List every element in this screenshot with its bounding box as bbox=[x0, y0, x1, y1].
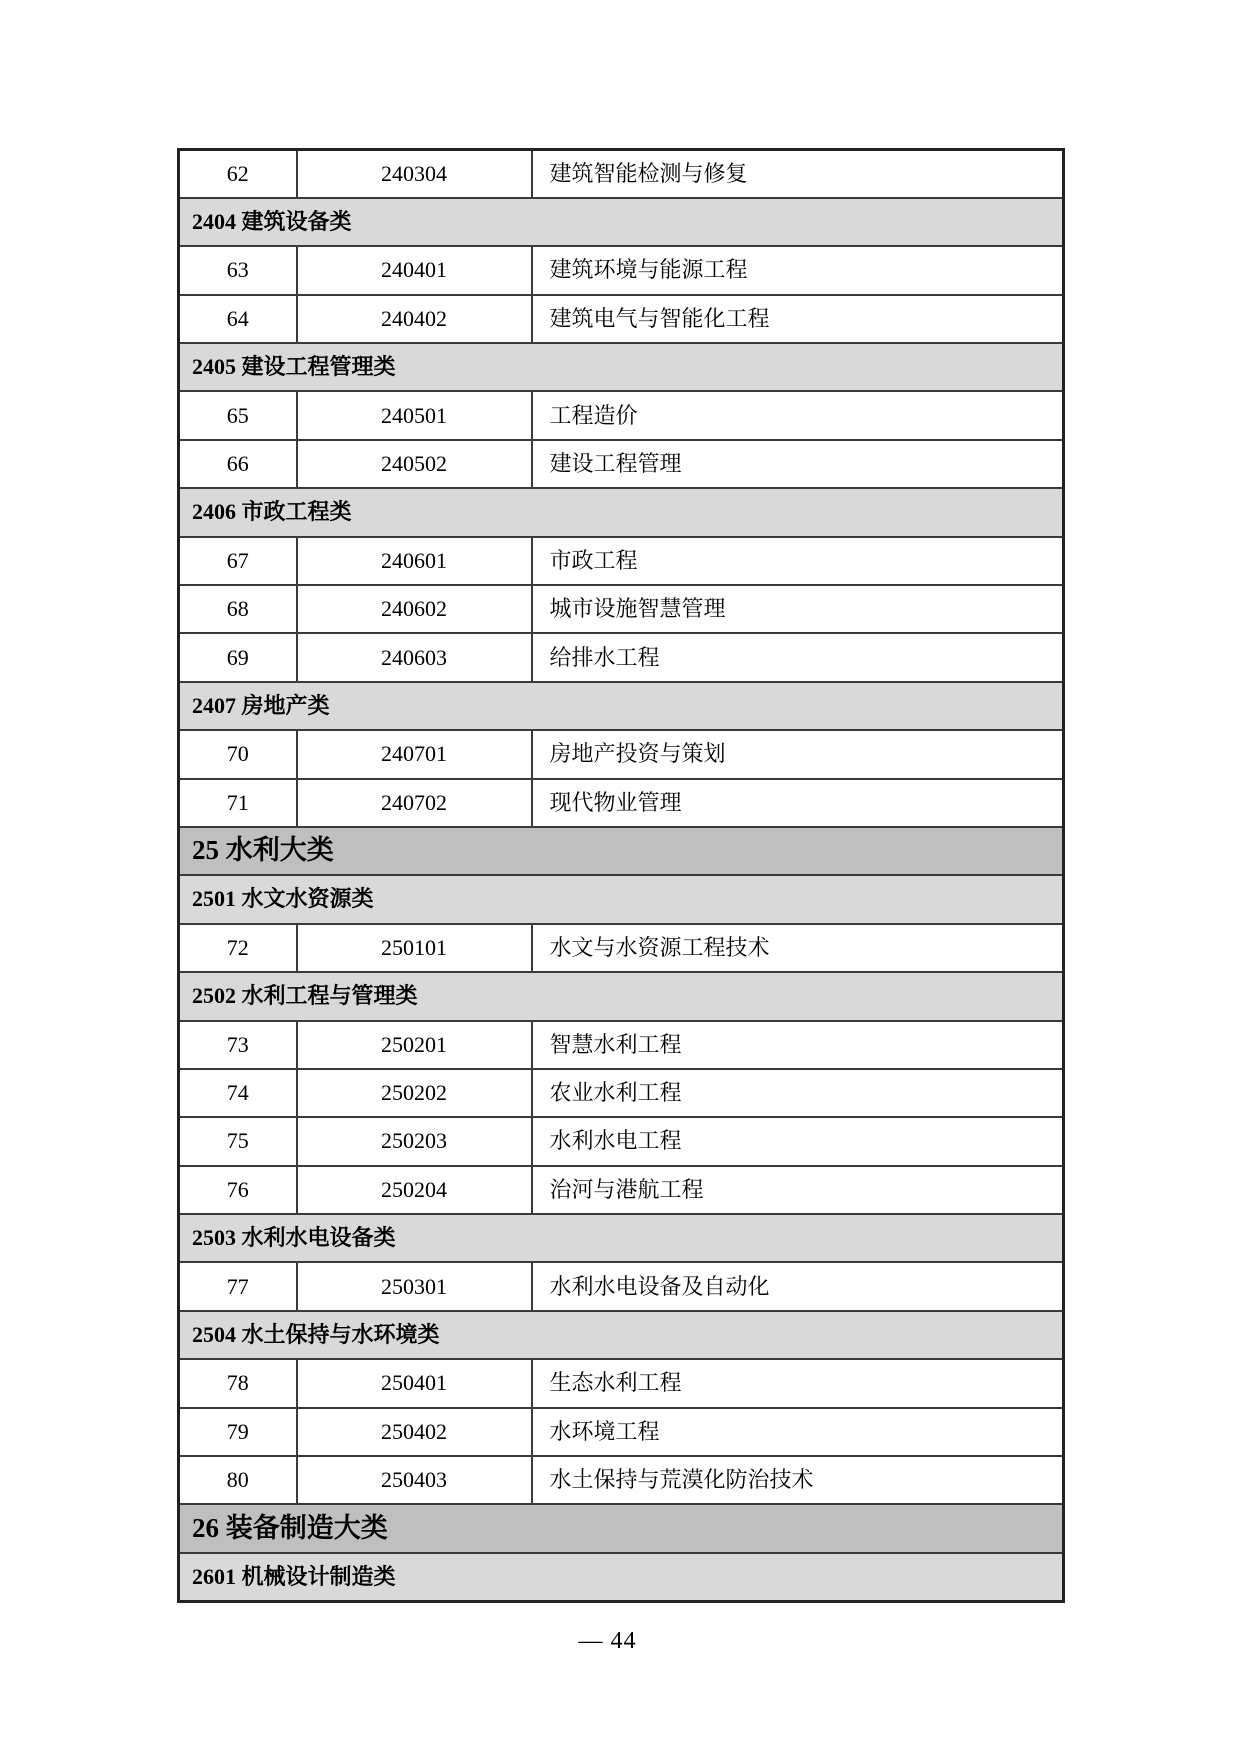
major-row bbox=[179, 391, 1064, 439]
subcategory-row bbox=[179, 682, 1064, 730]
major-name-cell: 城市设施智慧管理 bbox=[532, 585, 1064, 633]
major-code-cell: 250403 bbox=[297, 1456, 532, 1504]
major-row bbox=[179, 1408, 1064, 1456]
major-name-cell: 建筑环境与能源工程 bbox=[532, 246, 1064, 294]
subcategory-row bbox=[179, 343, 1064, 391]
subcategory-row bbox=[179, 1311, 1064, 1359]
major-name-cell: 水环境工程 bbox=[532, 1408, 1064, 1456]
major-name-cell: 房地产投资与策划 bbox=[532, 730, 1064, 778]
subcategory-label-cell: 2407 房地产类 bbox=[179, 682, 1064, 730]
major-name-cell: 工程造价 bbox=[532, 391, 1064, 439]
major-code-cell: 240702 bbox=[297, 779, 532, 827]
seq-number-cell: 62 bbox=[179, 150, 297, 198]
major-category-row bbox=[179, 827, 1064, 875]
major-code-cell: 250204 bbox=[297, 1166, 532, 1214]
subcategory-row bbox=[179, 875, 1064, 923]
major-row bbox=[179, 1359, 1064, 1407]
major-name-cell: 农业水利工程 bbox=[532, 1069, 1064, 1117]
subcategory-label-cell: 2405 建设工程管理类 bbox=[179, 343, 1064, 391]
seq-number-cell: 76 bbox=[179, 1166, 297, 1214]
major-code-cell: 240402 bbox=[297, 295, 532, 343]
seq-number-cell: 74 bbox=[179, 1069, 297, 1117]
seq-number-cell: 80 bbox=[179, 1456, 297, 1504]
major-code-cell: 240401 bbox=[297, 246, 532, 294]
major-code-cell: 250202 bbox=[297, 1069, 532, 1117]
major-code-cell: 240502 bbox=[297, 440, 532, 488]
major-row bbox=[179, 730, 1064, 778]
seq-number-cell: 67 bbox=[179, 537, 297, 585]
major-code-cell: 240501 bbox=[297, 391, 532, 439]
subcategory-row bbox=[179, 1553, 1064, 1601]
major-code-cell: 240602 bbox=[297, 585, 532, 633]
major-name-cell: 智慧水利工程 bbox=[532, 1021, 1064, 1069]
major-name-cell: 水利水电设备及自动化 bbox=[532, 1262, 1064, 1310]
major-row bbox=[179, 1021, 1064, 1069]
major-name-cell: 生态水利工程 bbox=[532, 1359, 1064, 1407]
major-row bbox=[179, 1069, 1064, 1117]
subcategory-label-cell: 2601 机械设计制造类 bbox=[179, 1553, 1064, 1601]
subcategory-label-cell: 2503 水利水电设备类 bbox=[179, 1214, 1064, 1262]
major-row bbox=[179, 1262, 1064, 1310]
page-footer bbox=[0, 1628, 1215, 1655]
major-code-cell: 240304 bbox=[297, 150, 532, 198]
major-code-cell: 250401 bbox=[297, 1359, 532, 1407]
major-name-cell: 建筑电气与智能化工程 bbox=[532, 295, 1064, 343]
major-row bbox=[179, 440, 1064, 488]
seq-number-cell: 79 bbox=[179, 1408, 297, 1456]
seq-number-cell: 64 bbox=[179, 295, 297, 343]
major-row bbox=[179, 150, 1064, 198]
major-row bbox=[179, 1117, 1064, 1165]
major-code-cell: 250402 bbox=[297, 1408, 532, 1456]
major-row bbox=[179, 779, 1064, 827]
majors-table bbox=[177, 148, 1065, 1603]
subcategory-row bbox=[179, 972, 1064, 1020]
seq-number-cell: 68 bbox=[179, 585, 297, 633]
subcategory-row bbox=[179, 1214, 1064, 1262]
major-code-cell: 240603 bbox=[297, 633, 532, 681]
subcategory-label-cell: 2501 水文水资源类 bbox=[179, 875, 1064, 923]
major-name-cell: 水文与水资源工程技术 bbox=[532, 924, 1064, 972]
major-code-cell: 250203 bbox=[297, 1117, 532, 1165]
seq-number-cell: 78 bbox=[179, 1359, 297, 1407]
major-name-cell: 水土保持与荒漠化防治技术 bbox=[532, 1456, 1064, 1504]
subcategory-label-cell: 2404 建筑设备类 bbox=[179, 198, 1064, 246]
seq-number-cell: 69 bbox=[179, 633, 297, 681]
major-code-cell: 240601 bbox=[297, 537, 532, 585]
page-number: — 44 bbox=[578, 1628, 637, 1654]
major-category-label-cell: 25 水利大类 bbox=[179, 827, 1064, 875]
seq-number-cell: 70 bbox=[179, 730, 297, 778]
major-name-cell: 给排水工程 bbox=[532, 633, 1064, 681]
major-name-cell: 现代物业管理 bbox=[532, 779, 1064, 827]
seq-number-cell: 72 bbox=[179, 924, 297, 972]
subcategory-row bbox=[179, 488, 1064, 536]
major-name-cell: 市政工程 bbox=[532, 537, 1064, 585]
major-row bbox=[179, 537, 1064, 585]
seq-number-cell: 66 bbox=[179, 440, 297, 488]
subcategory-label-cell: 2406 市政工程类 bbox=[179, 488, 1064, 536]
major-row bbox=[179, 924, 1064, 972]
major-row bbox=[179, 1166, 1064, 1214]
seq-number-cell: 63 bbox=[179, 246, 297, 294]
major-row bbox=[179, 1456, 1064, 1504]
subcategory-label-cell: 2502 水利工程与管理类 bbox=[179, 972, 1064, 1020]
major-code-cell: 240701 bbox=[297, 730, 532, 778]
majors-table-body bbox=[179, 150, 1064, 1602]
seq-number-cell: 75 bbox=[179, 1117, 297, 1165]
subcategory-row bbox=[179, 198, 1064, 246]
major-code-cell: 250201 bbox=[297, 1021, 532, 1069]
major-name-cell: 建筑智能检测与修复 bbox=[532, 150, 1064, 198]
major-row bbox=[179, 295, 1064, 343]
major-name-cell: 治河与港航工程 bbox=[532, 1166, 1064, 1214]
major-row bbox=[179, 633, 1064, 681]
major-name-cell: 水利水电工程 bbox=[532, 1117, 1064, 1165]
seq-number-cell: 65 bbox=[179, 391, 297, 439]
major-code-cell: 250101 bbox=[297, 924, 532, 972]
major-name-cell: 建设工程管理 bbox=[532, 440, 1064, 488]
seq-number-cell: 73 bbox=[179, 1021, 297, 1069]
major-category-row bbox=[179, 1504, 1064, 1552]
major-code-cell: 250301 bbox=[297, 1262, 532, 1310]
seq-number-cell: 71 bbox=[179, 779, 297, 827]
major-row bbox=[179, 585, 1064, 633]
seq-number-cell: 77 bbox=[179, 1262, 297, 1310]
subcategory-label-cell: 2504 水土保持与水环境类 bbox=[179, 1311, 1064, 1359]
major-category-label-cell: 26 装备制造大类 bbox=[179, 1504, 1064, 1552]
major-row bbox=[179, 246, 1064, 294]
